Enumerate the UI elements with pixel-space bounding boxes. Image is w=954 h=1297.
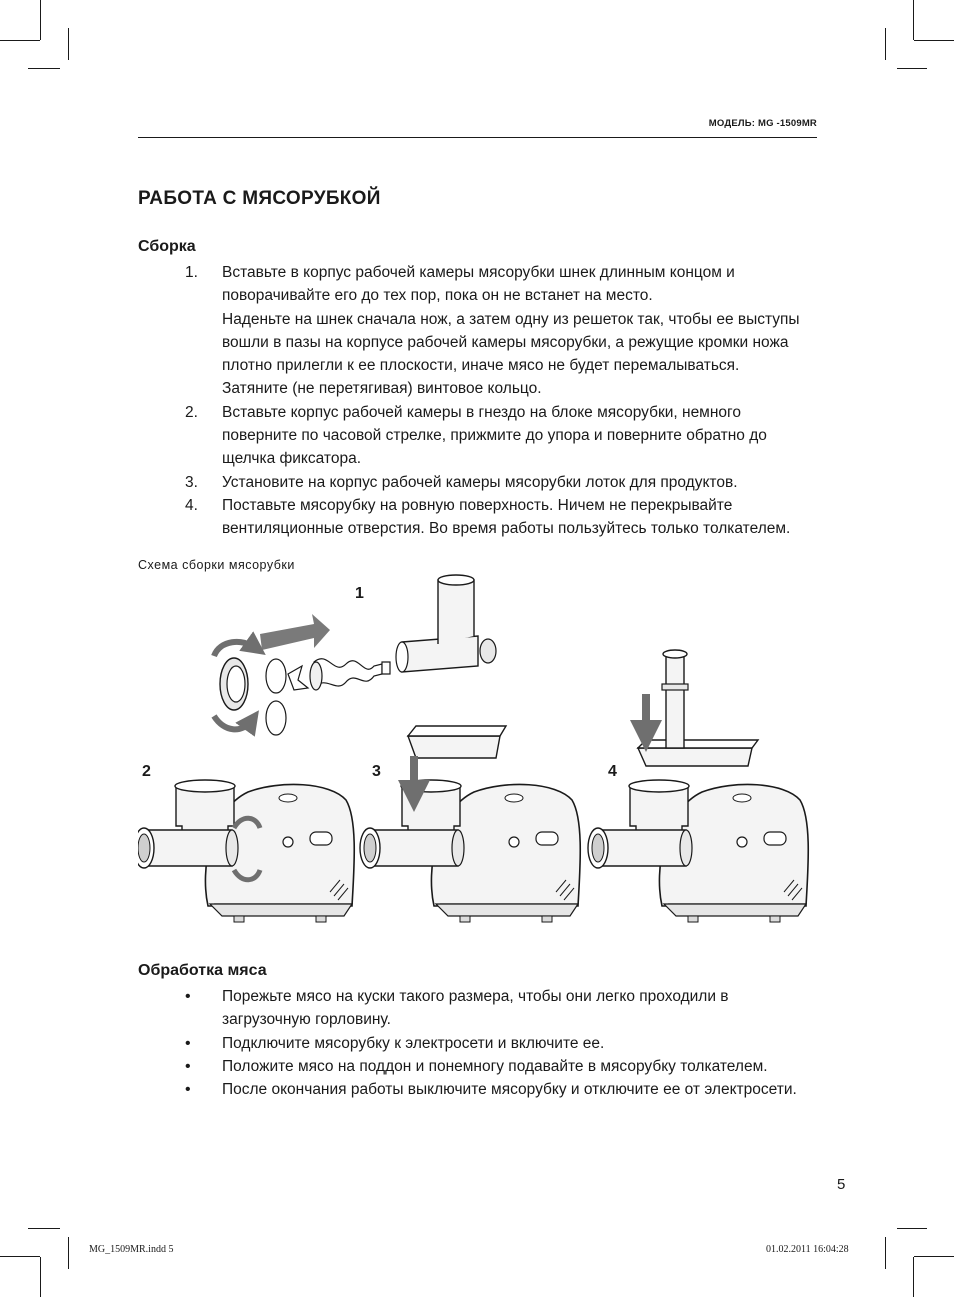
step-2-grinder: [138, 780, 354, 922]
item-line: Подключите мясорубку к электросети и включите ее.: [222, 1034, 605, 1052]
bullet-glyph: •: [185, 1034, 191, 1052]
step-number: 2.: [185, 403, 198, 421]
crop-mark: [68, 28, 69, 60]
step-line: Наденьте на шнек сначала нож, а затем одну из решеток так, чтобы ее выступы: [222, 310, 800, 328]
header-rule: [138, 137, 817, 138]
figure-label-3: 3: [372, 763, 381, 780]
step-line: вошли в пазы на корпусе рабочей камеры мясорубки, а режущие кромки ножа: [222, 333, 789, 351]
crop-mark: [897, 68, 927, 69]
step-line: плотно прилегли к ее плоскости, иначе мясо не будет перемалываться.: [222, 357, 740, 375]
processing-item: [138, 1078, 818, 1101]
assembly-step: [138, 471, 818, 494]
assembly-illustration: [138, 570, 818, 940]
crop-mark: [914, 40, 954, 41]
footer-filename: MG_1509MR.indd 5: [89, 1244, 174, 1255]
page-title: РАБОТА С МЯСОРУБКОЙ: [138, 188, 381, 209]
crop-mark: [40, 0, 41, 40]
step-number: 4.: [185, 496, 198, 514]
crop-mark: [28, 1228, 60, 1229]
crop-mark: [0, 1256, 40, 1257]
crop-mark: [885, 1237, 886, 1269]
figure-label-1: 1: [355, 585, 364, 602]
crop-mark: [28, 68, 60, 69]
bullet-glyph: •: [185, 1081, 191, 1099]
page-number: 5: [837, 1176, 846, 1193]
assembly-steps: [138, 261, 818, 541]
step-line: поверните по часовой стрелке, прижмите до упора и поверните обратно до: [222, 427, 767, 445]
crop-mark: [885, 28, 886, 60]
bullet-glyph: •: [185, 1057, 191, 1075]
item-line: Порежьте мясо на куски такого размера, чтобы они легко проходили в: [222, 988, 729, 1005]
processing-item: [138, 1055, 818, 1078]
item-line: После окончания работы выключите мясорубку и отключите ее от электросети.: [222, 1081, 797, 1099]
crop-mark: [68, 1237, 69, 1269]
figure-caption: Схема сборки мясорубки: [138, 558, 295, 572]
footer-timestamp: 01.02.2011 16:04:28: [766, 1244, 849, 1255]
item-line: Положите мясо на поддон и понемногу подавайте в мясорубку толкателем.: [222, 1057, 768, 1075]
step-number: 3.: [185, 473, 198, 491]
step-line: щелчка фиксатора.: [222, 450, 362, 468]
assembly-step: [138, 401, 818, 471]
processing-item: [138, 1032, 818, 1055]
item-line: загрузочную горловину.: [222, 1011, 391, 1029]
figure-label-4: 4: [608, 763, 617, 780]
processing-heading: Обработка мяса: [138, 962, 267, 979]
bullet-glyph: •: [185, 988, 191, 1005]
crop-mark: [913, 0, 914, 40]
processing-item: [138, 985, 818, 1032]
assembly-step: [138, 494, 818, 541]
assembly-step: [138, 261, 818, 401]
crop-mark: [897, 1228, 927, 1229]
step-line: Вставьте в корпус рабочей камеры мясорубки шнек длинным концом и: [222, 264, 735, 281]
step-line: поворачивайте его до тех пор, пока он не встанет на место.: [222, 287, 653, 305]
model-label: МОДЕЛЬ: MG -1509MR: [708, 118, 817, 129]
crop-mark: [914, 1256, 954, 1257]
figure-label-2: 2: [142, 763, 151, 780]
crop-mark: [0, 40, 40, 41]
step-number: 1.: [185, 264, 198, 281]
step-line: Установите на корпус рабочей камеры мясорубки лоток для продуктов.: [222, 473, 738, 491]
step-line: Вставьте корпус рабочей камеры в гнездо на блоке мясорубки, немного: [222, 403, 741, 421]
step-4-grinder: [588, 650, 808, 922]
step-line: Поставьте мясорубку на ровную поверхность. Ничем не перекрывайте: [222, 496, 733, 514]
step-3-grinder: [360, 726, 580, 922]
step-line: вентиляционные отверстия. Во время работы пользуйтесь только толкателем.: [222, 520, 791, 538]
crop-mark: [913, 1257, 914, 1297]
crop-mark: [40, 1257, 41, 1297]
step-line: Затяните (не перетягивая) винтовое кольцо.: [222, 380, 542, 398]
processing-items: [138, 985, 818, 1101]
assembly-heading: Сборка: [138, 238, 196, 255]
